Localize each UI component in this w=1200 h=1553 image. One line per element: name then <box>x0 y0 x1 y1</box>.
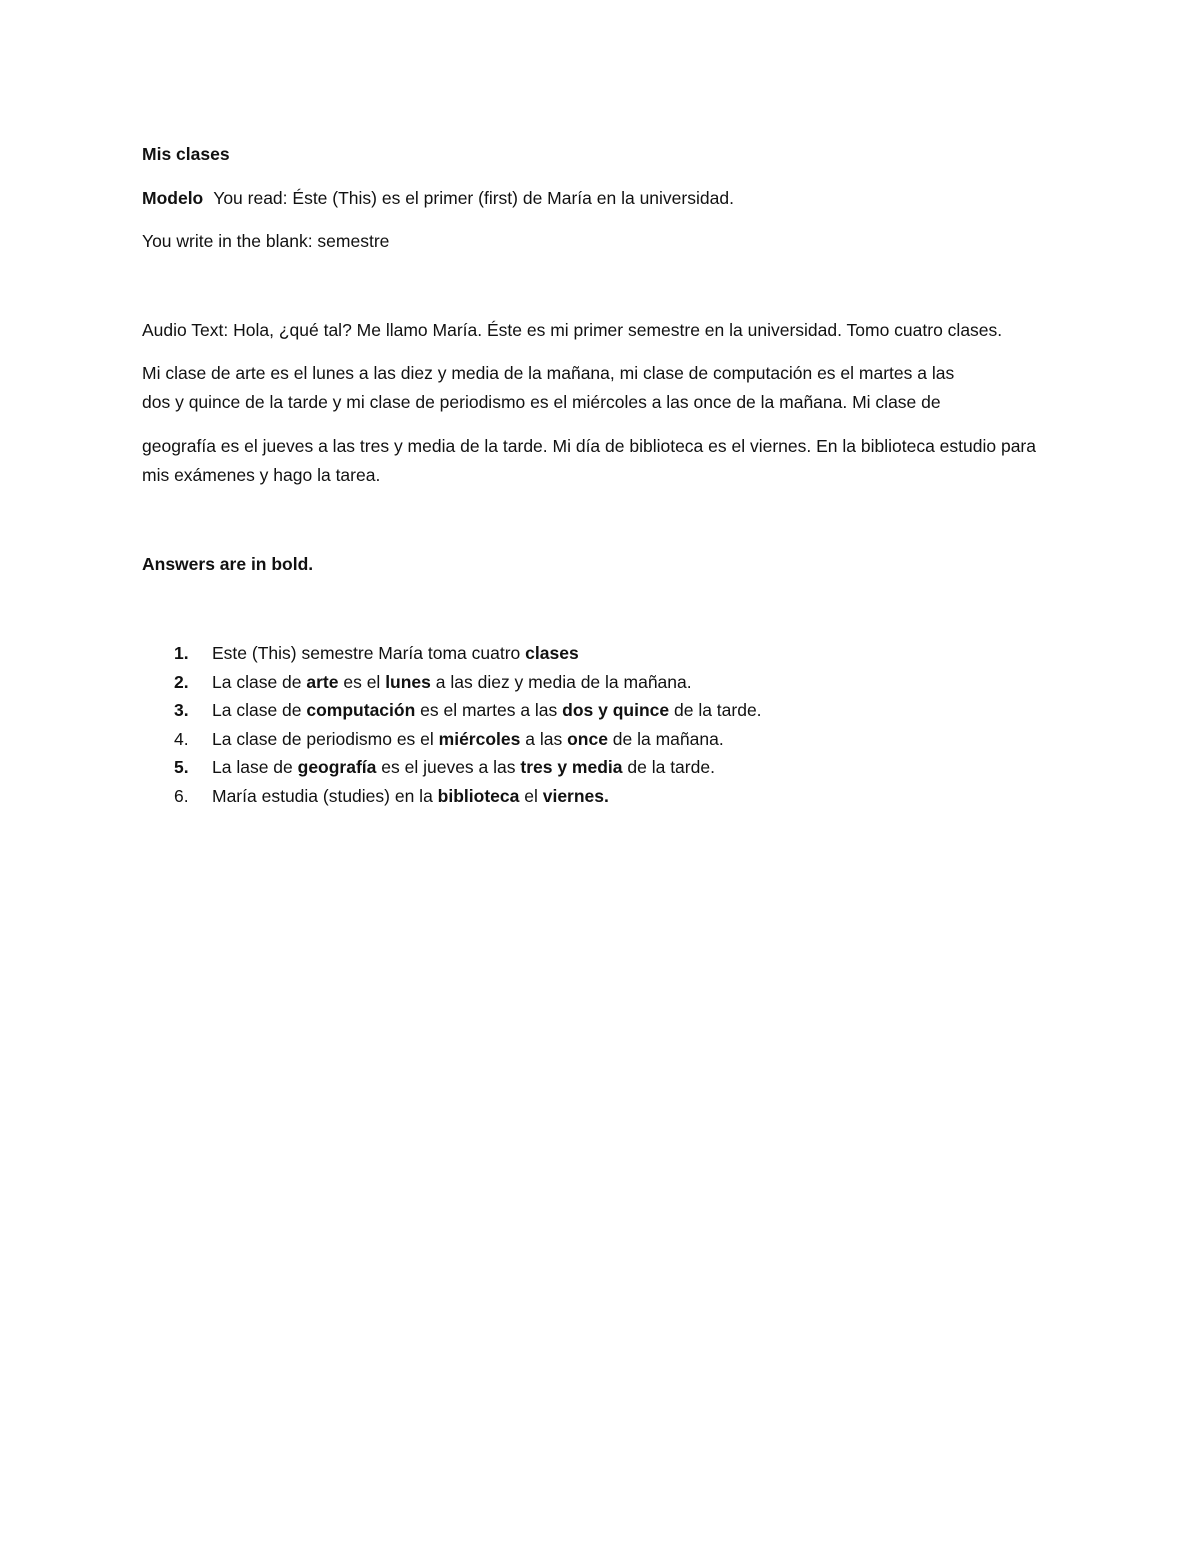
answer-text: es el martes a las <box>415 700 563 720</box>
answer-item <box>142 639 1052 668</box>
answer-text: La clase de <box>212 671 307 692</box>
write-instruction: You write in the blank: semestre <box>142 231 390 251</box>
answer-text: de la tarde. <box>669 700 762 720</box>
answer-text: a las diez y media de la mañana. <box>430 671 692 692</box>
answer-number: 3. <box>174 700 189 720</box>
answer-number: 1. <box>174 643 189 663</box>
answer-text: el <box>519 785 543 806</box>
answer-text: La clase de <box>212 700 307 720</box>
audio-text-line-2: dos y quince de la tarde y mi clase de periodismo es el miércoles a las once de la mañana. Mi clase de <box>142 392 941 412</box>
answer-item <box>142 668 1052 697</box>
answers-list <box>142 639 1052 810</box>
modelo-label: Modelo <box>142 188 204 208</box>
audio-text-paragraph-1: Audio Text: Hola, ¿qué tal? Me llamo María. Éste es mi primer semestre en la universidad. Tomo cuatro clases. <box>142 320 1003 340</box>
answer-bold-text: once <box>567 728 608 749</box>
answer-text: de la mañana. <box>607 728 724 749</box>
answer-text: La clase de periodismo es el <box>212 728 439 749</box>
answer-text: a las <box>520 728 568 749</box>
answer-item <box>142 782 1052 811</box>
answer-bold-text: biblioteca <box>437 785 520 806</box>
audio-text-line-1: Mi clase de arte es el lunes a las diez y media de la mañana, mi clase de computación es el martes a las <box>142 363 955 383</box>
page-title: Mis clases <box>142 144 230 164</box>
answer-text: de la tarde. <box>622 757 715 777</box>
answer-text: María estudia (studies) en la <box>212 785 438 806</box>
answer-number: 6. <box>174 785 189 806</box>
modelo-text: You read: Éste (This) es el primer (first) de María en la universidad. <box>213 188 734 208</box>
answer-bold-text: miércoles <box>438 728 521 749</box>
answer-text: La lase de <box>212 757 298 777</box>
modelo-line <box>142 184 1052 213</box>
answer-number: 2. <box>174 671 189 692</box>
answer-bold-text: lunes <box>385 671 431 692</box>
answer-item <box>142 753 1052 782</box>
answer-bold-text: arte <box>306 671 339 692</box>
answers-note: Answers are in bold. <box>142 554 314 574</box>
document-body <box>142 140 1052 810</box>
answer-bold-text: tres y media <box>520 757 623 777</box>
answer-number: 5. <box>174 757 189 777</box>
answer-text: es el <box>338 671 386 692</box>
answer-bold-text: clases <box>525 643 579 663</box>
answer-bold-text: viernes. <box>542 785 609 806</box>
answer-text: es el jueves a las <box>376 757 521 777</box>
answer-bold-text: geografía <box>297 757 377 777</box>
answer-item <box>142 696 1052 725</box>
answer-text: Este (This) semestre María toma cuatro <box>212 643 526 663</box>
answer-item <box>142 725 1052 754</box>
answer-bold-text: dos y quince <box>562 700 670 720</box>
audio-text-paragraph-2 <box>142 359 1052 417</box>
answer-bold-text: computación <box>306 700 416 720</box>
audio-text-paragraph-3: geografía es el jueves a las tres y media de la tarde. Mi día de biblioteca es el viernes. En la biblioteca estudio para mis exámenes y hago la tarea. <box>142 436 1036 485</box>
answer-number: 4. <box>174 728 189 749</box>
